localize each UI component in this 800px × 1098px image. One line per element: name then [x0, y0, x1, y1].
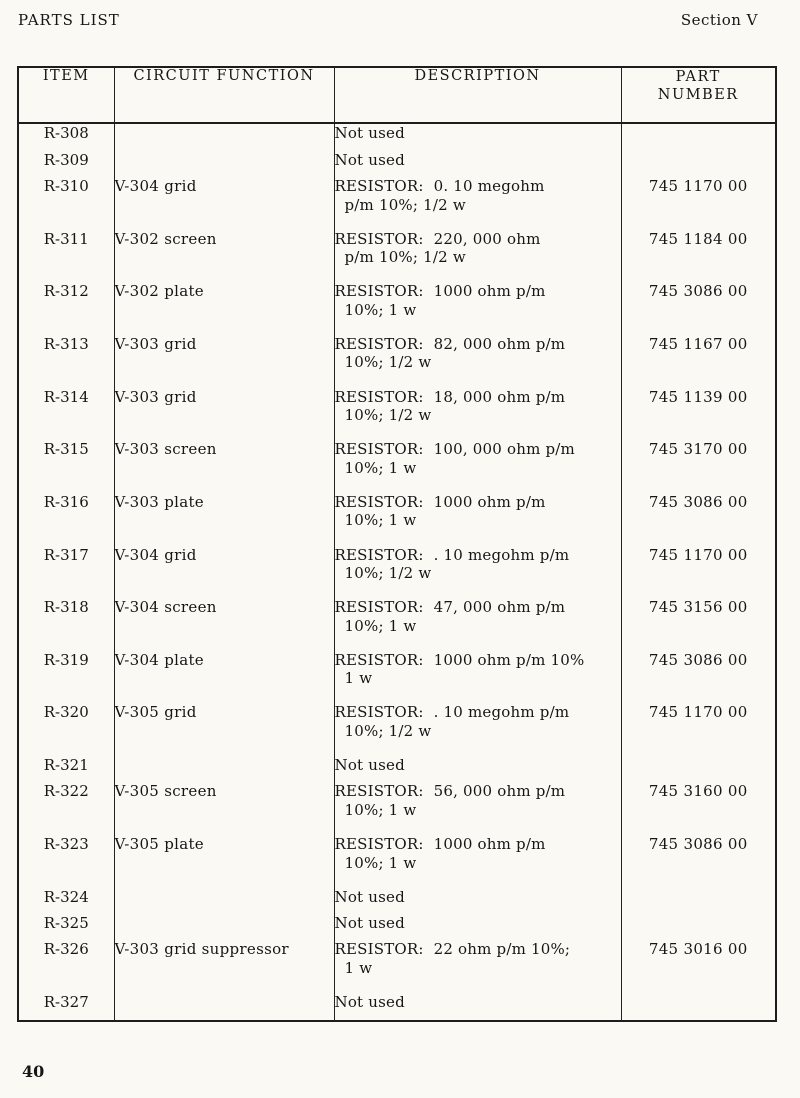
description-cell: [334, 993, 621, 1019]
part-number-cell: 745 3086 00: [621, 835, 776, 888]
circuit-function-cell: V-303 screen: [114, 440, 334, 493]
description-cell: [334, 651, 621, 704]
part-number-cell: 745 1184 00: [621, 230, 776, 283]
column-header-part-number: [621, 67, 776, 123]
table-row: [18, 914, 776, 940]
column-header-circuit-function: CIRCUIT FUNCTION: [114, 67, 334, 123]
description-line-2: 10%; 1 w: [344, 616, 417, 635]
part-number-cell: 745 3156 00: [621, 598, 776, 651]
description-cell: [334, 123, 621, 151]
table-body: [18, 123, 776, 1021]
description-line-1: RESISTOR: . 10 megohm p/m: [334, 703, 570, 722]
description-cell: [334, 177, 621, 230]
description-line-1: RESISTOR: 22 ohm p/m 10%;: [334, 940, 571, 959]
description-line-1: Not used: [334, 992, 405, 1011]
circuit-function-cell: V-304 screen: [114, 598, 334, 651]
table-row: [18, 335, 776, 388]
description-cell: [334, 282, 621, 335]
description-line-2: 10%; 1 w: [344, 511, 417, 530]
description-line-2: 10%; 1 w: [344, 853, 417, 872]
description-line-1: RESISTOR: 220, 000 ohm: [334, 229, 541, 248]
description-cell: [334, 230, 621, 283]
circuit-function-cell: V-305 grid: [114, 703, 334, 756]
description-line-2: 10%; 1/2 w: [344, 564, 432, 583]
item-cell: R-309: [43, 150, 89, 169]
description-line-1: RESISTOR: 1000 ohm p/m: [334, 835, 546, 854]
circuit-function-cell: [114, 756, 334, 782]
part-number-cell: [621, 756, 776, 782]
item-cell: R-318: [43, 598, 89, 617]
circuit-function-cell: V-302 plate: [114, 282, 334, 335]
description-cell: [334, 598, 621, 651]
part-number-cell: 745 3086 00: [621, 282, 776, 335]
circuit-function-cell: V-304 grid: [114, 177, 334, 230]
table-row: [18, 546, 776, 599]
circuit-function-cell: [114, 123, 334, 151]
table-header-row: [18, 67, 776, 123]
item-cell: R-323: [43, 835, 89, 854]
part-number-cell: 745 1139 00: [621, 388, 776, 441]
description-cell: [334, 440, 621, 493]
item-cell: R-327: [43, 992, 89, 1011]
description-cell: [334, 756, 621, 782]
description-cell: [334, 940, 621, 993]
part-number-cell: 745 3170 00: [621, 440, 776, 493]
table-row: [18, 177, 776, 230]
part-number-cell: 745 1170 00: [621, 546, 776, 599]
page-title: PARTS LIST: [18, 11, 120, 29]
item-cell: R-310: [43, 177, 89, 196]
circuit-function-cell: V-303 plate: [114, 493, 334, 546]
description-line-1: RESISTOR: 18, 000 ohm p/m: [334, 387, 566, 406]
item-cell: R-319: [43, 650, 89, 669]
item-cell: R-312: [43, 282, 89, 301]
table-row: [18, 782, 776, 835]
part-number-cell: 745 3016 00: [621, 940, 776, 993]
description-cell: [334, 888, 621, 914]
description-cell: [334, 835, 621, 888]
table-row: [18, 703, 776, 756]
table-row: [18, 282, 776, 335]
item-cell: R-321: [43, 756, 89, 775]
description-line-1: RESISTOR: 0. 10 megohm: [334, 177, 545, 196]
table-row: [18, 493, 776, 546]
circuit-function-cell: V-304 plate: [114, 651, 334, 704]
description-line-2: 10%; 1/2 w: [344, 721, 432, 740]
page-number: 40: [22, 1062, 45, 1081]
table-row: [18, 123, 776, 151]
part-number-cell: 745 1170 00: [621, 703, 776, 756]
description-line-2: 10%; 1 w: [344, 300, 417, 319]
table-row: [18, 230, 776, 283]
item-cell: R-314: [43, 387, 89, 406]
part-number-cell: 745 1167 00: [621, 335, 776, 388]
description-line-2: 10%; 1 w: [344, 800, 417, 819]
description-line-1: RESISTOR: 1000 ohm p/m: [334, 282, 546, 301]
parts-table-container: [17, 66, 775, 1022]
item-cell: R-326: [43, 940, 89, 959]
column-header-description: DESCRIPTION: [334, 67, 621, 123]
item-cell: R-316: [43, 492, 89, 511]
table-row: [18, 835, 776, 888]
circuit-function-cell: V-304 grid: [114, 546, 334, 599]
description-line-1: Not used: [334, 124, 405, 142]
column-header-item: ITEM: [18, 67, 114, 123]
description-line-1: RESISTOR: . 10 megohm p/m: [334, 545, 570, 564]
description-cell: [334, 703, 621, 756]
description-line-2: 10%; 1/2 w: [344, 406, 432, 425]
description-line-2: 1 w: [344, 669, 373, 688]
item-cell: R-322: [43, 782, 89, 801]
circuit-function-cell: V-302 screen: [114, 230, 334, 283]
description-cell: [334, 388, 621, 441]
description-line-1: RESISTOR: 82, 000 ohm p/m: [334, 334, 566, 353]
table-row: [18, 888, 776, 914]
description-line-1: RESISTOR: 1000 ohm p/m: [334, 492, 546, 511]
parts-table: [17, 66, 777, 1022]
table-row: [18, 940, 776, 993]
circuit-function-cell: V-303 grid: [114, 335, 334, 388]
description-line-1: Not used: [334, 150, 405, 169]
table-filler-row: [18, 1019, 776, 1021]
circuit-function-cell: V-303 grid suppressor: [114, 940, 334, 993]
description-line-2: p/m 10%; 1/2 w: [344, 195, 466, 214]
description-line-1: RESISTOR: 100, 000 ohm p/m: [334, 440, 575, 459]
circuit-function-cell: V-305 plate: [114, 835, 334, 888]
description-line-2: 10%; 1 w: [344, 458, 417, 477]
part-number-cell: [621, 123, 776, 151]
description-cell: [334, 493, 621, 546]
item-cell: R-313: [43, 334, 89, 353]
description-line-1: RESISTOR: 1000 ohm p/m 10%: [334, 650, 585, 669]
part-number-cell: [621, 993, 776, 1019]
description-line-2: 10%; 1/2 w: [344, 353, 432, 372]
part-number-cell: 745 3086 00: [621, 493, 776, 546]
description-line-1: RESISTOR: 56, 000 ohm p/m: [334, 782, 566, 801]
item-cell: R-311: [43, 229, 89, 248]
item-cell: R-315: [43, 440, 89, 459]
item-cell: R-325: [43, 914, 89, 933]
part-number-cell: [621, 888, 776, 914]
description-line-2: p/m 10%; 1/2 w: [344, 248, 466, 267]
part-number-cell: 745 3086 00: [621, 651, 776, 704]
item-cell: R-324: [43, 887, 89, 906]
table-row: [18, 440, 776, 493]
description-line-1: Not used: [334, 914, 405, 933]
description-cell: [334, 782, 621, 835]
item-cell: R-308: [43, 124, 89, 142]
description-line-1: RESISTOR: 47, 000 ohm p/m: [334, 598, 566, 617]
part-number-cell: [621, 151, 776, 177]
description-cell: [334, 151, 621, 177]
circuit-function-cell: [114, 151, 334, 177]
description-line-1: Not used: [334, 756, 405, 775]
table-row: [18, 651, 776, 704]
description-line-2: 1 w: [344, 958, 373, 977]
circuit-function-cell: V-303 grid: [114, 388, 334, 441]
description-cell: [334, 914, 621, 940]
description-line-1: Not used: [334, 887, 405, 906]
table-row: [18, 993, 776, 1019]
part-number-cell: 745 3160 00: [621, 782, 776, 835]
table-row: [18, 598, 776, 651]
part-number-cell: 745 1170 00: [621, 177, 776, 230]
circuit-function-cell: [114, 888, 334, 914]
circuit-function-cell: [114, 993, 334, 1019]
description-cell: [334, 546, 621, 599]
circuit-function-cell: [114, 914, 334, 940]
item-cell: R-320: [43, 703, 89, 722]
table-row: [18, 151, 776, 177]
part-number-cell: [621, 914, 776, 940]
description-cell: [334, 335, 621, 388]
table-row: [18, 756, 776, 782]
section-label: Section V: [680, 11, 758, 29]
item-cell: R-317: [43, 545, 89, 564]
column-header-part-number-label: PART NUMBER: [657, 69, 739, 103]
table-row: [18, 388, 776, 441]
circuit-function-cell: V-305 screen: [114, 782, 334, 835]
